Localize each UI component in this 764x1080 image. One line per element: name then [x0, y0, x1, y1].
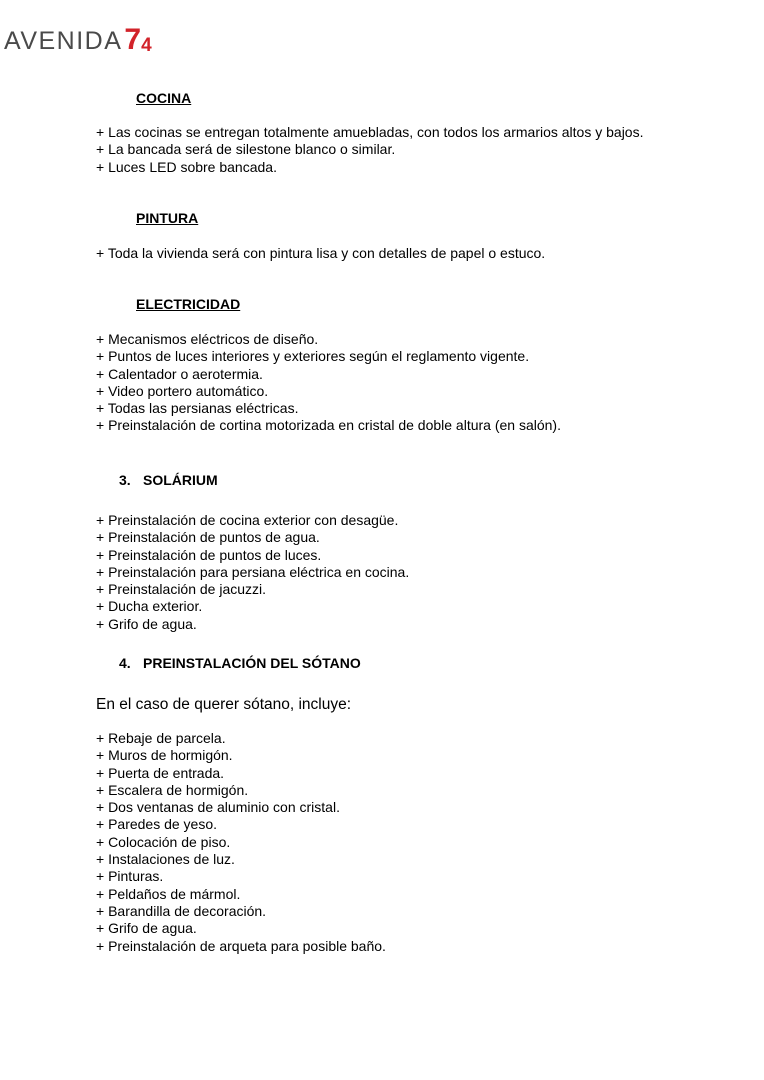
list-item: + Preinstalación de jacuzzi. [96, 581, 267, 598]
section-heading-pintura: PINTURA [136, 210, 199, 226]
logo-number: 74 [124, 23, 152, 56]
list-item: + Preinstalación de arqueta para posible baño. [96, 937, 386, 954]
list-item: + Preinstalación de puntos de luces. [96, 546, 322, 563]
section-heading-solarium [119, 472, 218, 488]
list-item: + Paredes de yeso. [96, 816, 218, 833]
sotano-intro: En el caso de querer sótano, incluye: [96, 696, 352, 713]
section-heading-electricidad: ELECTRICIDAD [136, 296, 241, 312]
section-heading-sotano [119, 655, 361, 671]
list-item: + Colocación de piso. [96, 833, 231, 850]
list-item: + Luces LED sobre bancada. [96, 158, 277, 175]
list-sotano [96, 730, 386, 955]
list-item: + Toda la vivienda será con pintura lisa y con detalles de papel o estuco. [96, 245, 546, 261]
list-electricidad [96, 331, 561, 435]
list-item: + Preinstalación para persiana eléctrica en cocina. [96, 563, 410, 580]
section-title: SOLÁRIUM [143, 472, 218, 488]
list-item: + Preinstalación de cortina motorizada en cristal de doble altura (en salón). [96, 417, 561, 434]
list-item: + Puntos de luces interiores y exteriores según el reglamento vigente. [96, 348, 530, 365]
list-item: + Mecanismos eléctricos de diseño. [96, 331, 319, 347]
list-item: + Instalaciones de luz. [96, 851, 235, 868]
list-solarium [96, 512, 409, 633]
list-item: + Todas las persianas eléctricas. [96, 400, 299, 417]
logo-wordmark: AVENIDA [4, 27, 123, 55]
list-item: + Grifo de agua. [96, 920, 197, 937]
section-heading-cocina: COCINA [136, 90, 192, 106]
list-item: + Las cocinas se entregan totalmente amuebladas, con todos los armarios altos y bajos. [96, 124, 644, 140]
list-item: + Video portero automático. [96, 382, 269, 399]
list-item: + Barandilla de decoración. [96, 902, 267, 919]
list-item: + La bancada será de silestone blanco o similar. [96, 141, 396, 158]
list-item: + Grifo de agua. [96, 615, 197, 632]
list-item: + Pinturas. [96, 868, 164, 885]
list-item: + Preinstalación de cocina exterior con desagüe. [96, 512, 399, 528]
list-cocina [96, 124, 643, 176]
list-item: + Peldaños de mármol. [96, 885, 241, 902]
list-item: + Escalera de hormigón. [96, 781, 249, 798]
section-title: PREINSTALACIÓN DEL SÓTANO [143, 655, 361, 671]
list-item: + Muros de hormigón. [96, 747, 233, 764]
list-item: + Calentador o aerotermia. [96, 365, 263, 382]
list-item: + Rebaje de parcela. [96, 730, 226, 746]
section-number: 3. [119, 472, 131, 488]
list-item: + Ducha exterior. [96, 598, 203, 615]
list-item: + Preinstalación de puntos de agua. [96, 529, 320, 546]
list-item: + Dos ventanas de aluminio con cristal. [96, 799, 340, 816]
list-pintura [96, 245, 545, 262]
list-item: + Puerta de entrada. [96, 764, 225, 781]
company-logo [4, 18, 152, 54]
section-number: 4. [119, 655, 131, 671]
